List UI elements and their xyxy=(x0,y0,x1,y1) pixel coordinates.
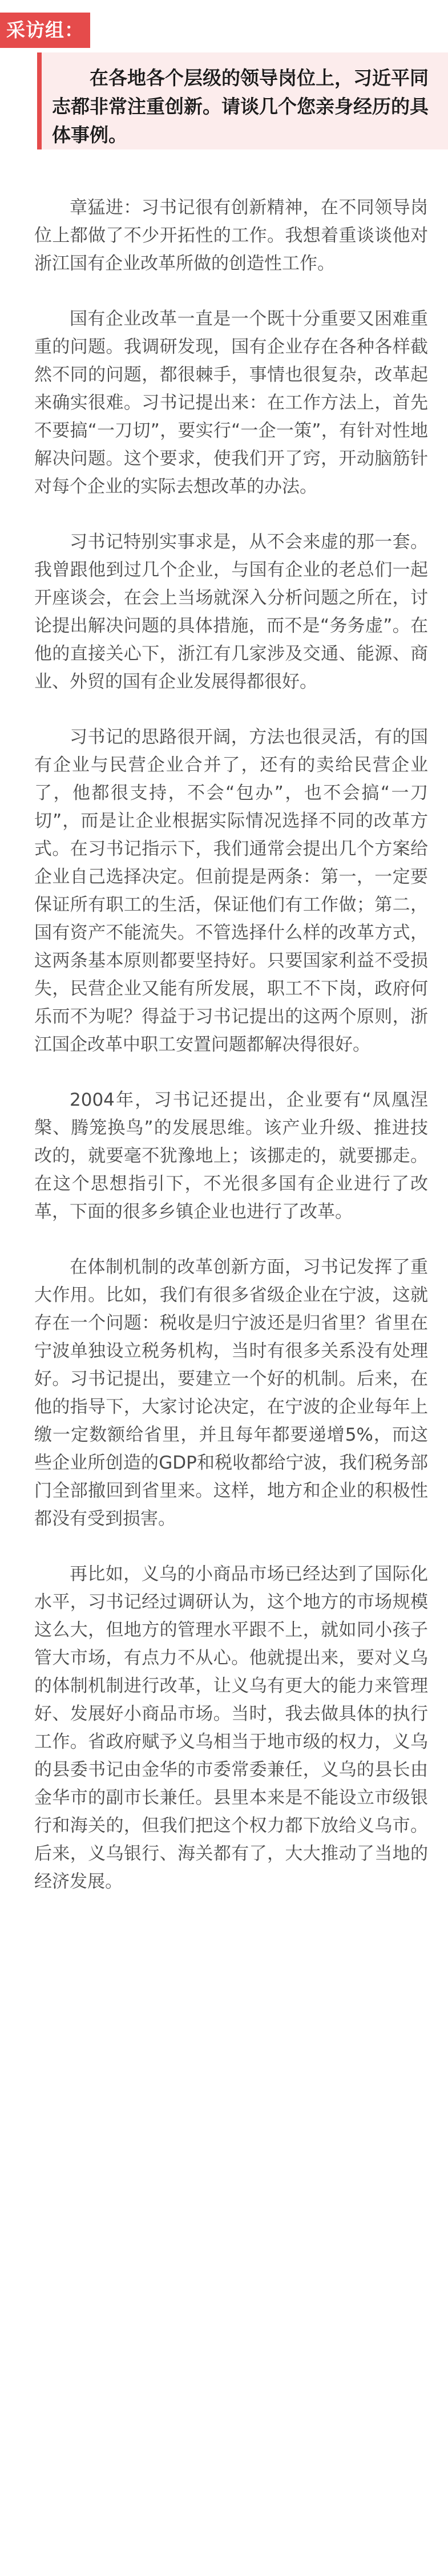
answer-paragraph: 2004年，习书记还提出，企业要有“凤凰涅槃、腾笼换鸟”的发展思维。该产业升级、推进技改的，就要毫不犹豫地上；该挪走的，就要挪走。在这个思想指引下，不光很多国有企业进行了改革，下面的很多乡镇企业也进行了改革。 xyxy=(34,1090,428,1222)
answer-paragraph: 习书记的思路很开阔，方法也很灵活，有的国有企业与民营企业合并了，还有的卖给民营企业了，他都很支持，不会“包办”，也不会搞“一刀切”，而是让企业根据实际情况选择不同的改革方式。在习书记指示下，我们通常会提出几个方案给企业自己选择决定。但前提是两条：第一，一定要保证所有职工的生活，保证他们有工作做；第二，国有资产不能流失。不管选择什么样的改革方式，这两条基本原则都要坚持好。只要国家利益不受损失，民营企业又能有所发展，职工不下岗，政府何乐而不为呢？得益于习书记提出的这两个原则，浙江国企改革中职工安置问题都解决得很好。 xyxy=(34,727,428,1055)
answer-paragraph: 国有企业改革一直是一个既十分重要又困难重重的问题。我调研发现，国有企业存在各种各样截然不同的问题，都很棘手，事情也很复杂，改革起来确实很难。习书记提出来：在工作方法上，首先不要搞“一刀切”，要实行“一企一策”，有针对性地解决问题。这个要求，使我们开了窍，开动脑筋针对每个企业的实际去想改革的办法。 xyxy=(34,309,428,497)
answer-paragraph: 再比如，义乌的小商品市场已经达到了国际化水平，习书记经过调研认为，这个地方的市场规模这么大，但地方的管理水平跟不上，就如同小孩子管大市场，有点力不从心。他就提出来，要对义乌的体制机制进行改革，让义乌有更大的能力来管理好、发展好小商品市场。当时，我去做具体的执行工作。省政府赋予义乌相当于地市级的权力，义乌的县委书记由金华的市委常委兼任，义乌的县长由金华市的副市长兼任。县里本来是不能设立市级银行和海关的，但我们把这个权力都下放给义乌市。后来，义乌银行、海关都有了，大大推动了当地的经济发展。 xyxy=(34,1564,428,1892)
answer-body xyxy=(34,194,428,1923)
question-text: 在各地各个层级的领导岗位上，习近平同志都非常注重创新。请谈几个您亲身经历的具体事例。 xyxy=(52,67,429,146)
question-panel xyxy=(37,52,448,149)
answer-paragraph: 在体制机制的改革创新方面，习书记发挥了重大作用。比如，我们有很多省级企业在宁波，这就存在一个问题：税收是归宁波还是归省里？省里在宁波单独设立税务机构，当时有很多关系没有处理好。习书记提出，要建立一个好的机制。后来，在他的指导下，大家讨论决定，在宁波的企业每年上缴一定数额给省里，并且每年都要递增5%，而这些企业所创造的GDP和税收都给宁波，我们税务部门全部撤回到省里来。这样，地方和企业的积极性都没有受到损害。 xyxy=(34,1257,428,1529)
interviewer-question-block xyxy=(0,0,448,171)
answer-paragraph: 章猛进：习书记很有创新精神，在不同领导岗位上都做了不少开拓性的工作。我想着重谈谈他对浙江国有企业改革所做的创造性工作。 xyxy=(34,197,428,274)
answer-paragraph: 习书记特别实事求是，从不会来虚的那一套。我曾跟他到过几个企业，与国有企业的老总们一起开座谈会，在会上当场就深入分析问题之所在，讨论提出解决问题的具体措施，而不是“务务虚”。在他的直接关心下，浙江有几家涉及交通、能源、商业、外贸的国有企业发展得都很好。 xyxy=(34,532,428,692)
interviewer-label: 采访组： xyxy=(0,13,90,48)
